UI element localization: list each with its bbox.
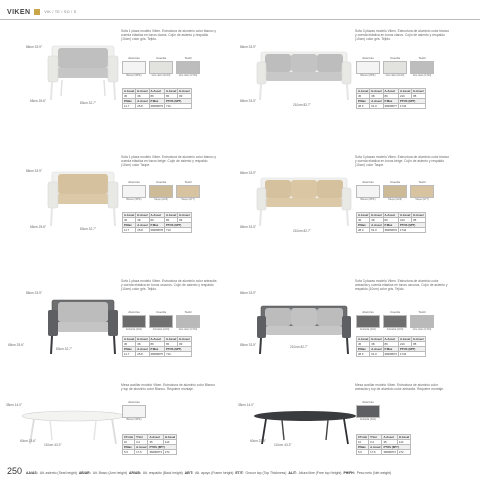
swatch-code: Gris claro (GT13) [178,328,198,331]
spec-cell: PTOS ($PT) [398,99,425,104]
spec-table [356,212,426,233]
swatch-label: Cuerda [390,180,400,184]
spec-cell: P.Max [357,99,370,104]
dimension-depth: 60cm 23.6" [20,439,37,443]
spec-cell: A.Assel [137,99,148,103]
swatch [176,56,200,78]
spec-cell: A.Assel [136,445,147,449]
legend-value: Alt. asiento (Seat height) [39,471,77,475]
spec-cell: H.Assel [413,213,424,217]
dimension-width: 83cm 32.7" [80,227,97,231]
swatch [122,56,146,78]
spec-cell: A.Assel [137,223,148,227]
spec-cell: 65 [164,94,177,99]
spec-cell: H.Assel [413,89,424,93]
spec-cell: A.Assel [382,435,397,440]
color-chip [410,61,434,74]
header-subtitle: VIK / TE / SO / S [44,10,77,14]
spec-cell: CT.mm [124,435,134,439]
spec-cell: 38 [370,94,383,99]
color-chip [356,185,380,198]
spec-cell: PTOS ($PT) [398,347,425,352]
spec-cell: 61.0 [370,104,383,109]
spec-table [122,336,192,357]
item-description: Sofa 3 plazas modelo Viken. Estructura de aluminio color antracita y cuerda elástica en tonos oscuros. Cojín de asiento y respaldo (10cm) color gris. Tejido. [355,279,448,292]
spec-cell: A.Assel [358,213,369,217]
header-divider [0,19,480,20]
swatch [383,56,407,78]
dimension-width: 83cm 32.7" [80,101,97,105]
spec-cell: 35 [148,440,163,445]
spec-cell: A.Assel [124,213,135,217]
spec-cell: 210 [398,94,411,99]
item-description: Mesa auxiliar modelo Viken. Estructura de aluminio color Blanco y top de aluminio color Blanco. Requiere montaje. [121,383,215,392]
table-anthracite-image [252,410,358,446]
spec-cell: 45 [357,342,370,347]
spec-cell: 86 [149,94,164,99]
color-chip [149,61,173,74]
swatch-label: Aluminio [362,56,374,60]
spec-cell: 1744 [398,104,425,109]
dimension-depth: 85cm 33.5" [240,225,257,229]
spec-cell: A.Assel [148,435,163,440]
item-description: Sofa 1 plaza modelo Viken. Estructura de aluminio color blanco y cuerda elástica en tonos beige. Cojín de asiento y respaldo (10cm) color Taupe. [121,155,217,168]
swatch-label: Textil [418,56,426,60]
spec-cell: PTOS ($PT) [398,223,425,228]
sofa-white-grey-image [257,44,351,102]
dimension-width: 110cm 43.3" [44,443,62,447]
spec-cell: 86 [149,218,164,223]
swatch [122,180,146,202]
swatch [356,310,380,332]
swatch-code: Antracita (GC3) [386,328,404,331]
dimension-height: 86cm 33.9" [26,291,43,295]
swatch-label: Aluminio [362,400,374,404]
swatch-label: Aluminio [128,400,140,404]
spec-cell: 1744 [398,352,425,357]
brand-marker-icon [34,9,40,15]
spec-cell: 45 [357,94,370,99]
spec-cell: 28.0 [357,352,370,357]
swatch-group [356,180,434,202]
legend-key: AB/AR: [78,471,91,475]
color-chip [383,61,407,74]
legend-value: Grosor top (Top Thickness) [245,471,287,475]
swatch-group [356,310,434,332]
spec-cell: A.Assel [149,337,164,342]
spec-cell: H.Assel [371,89,382,93]
color-chip [176,315,200,328]
spec-cell: 38 [136,94,149,99]
spec-cell: 1744 [398,228,425,233]
spec-cell: H.Assel [371,337,382,341]
swatch-code: Gris claro (GC10) [151,74,171,77]
item-description: Sofa 1 plaza modelo Viken. Estructura de aluminio color blanco y cuerda elástica en tonos claros. Cojín de asiento y respaldo (10cm) color gris. Tejido. [121,29,217,42]
spec-cell: 83 [178,218,191,223]
dimension-height: 35cm 14.0" [6,403,23,407]
swatch-code: Taupe (GT7) [415,198,429,201]
spec-cell: PTOS ($PT) [164,347,191,352]
swatch-group [356,56,434,78]
spec-cell: A.Assel [124,89,135,93]
swatch-group [122,310,200,332]
spec-cell: 38280873 [149,450,162,454]
dimension-width: 210cm 82.7" [290,345,308,349]
dimension-height: 86cm 33.9" [240,291,257,295]
spec-cell: 61.0 [370,352,383,357]
spec-cell: A.Assel [371,347,382,351]
spec-cell: A.Assel [399,213,411,217]
spec-cell: 25.8 [136,104,149,109]
spec-cell: 38 [136,342,149,347]
legend-value: Alt. respaldo (Back height) [142,471,183,475]
color-chip [122,61,146,74]
spec-cell: 710 [164,104,191,109]
spec-cell: 10 [123,440,135,445]
dimension-height: 86cm 33.9" [240,45,257,49]
spec-cell: 710 [164,352,191,357]
dimension-height: 86cm 33.9" [26,45,43,49]
swatch-label: Aluminio [362,310,374,314]
spec-cell: P.Max [123,347,136,352]
swatch [383,310,407,332]
spec-cell: P.Max [357,223,370,228]
swatch-group [122,400,146,422]
spec-cell: 272 [163,450,176,455]
spec-cell: 28.0 [357,228,370,233]
swatch-label: Aluminio [362,180,374,184]
armchair-white-grey-image [48,36,118,102]
spec-cell: 5.0 [357,450,369,455]
swatch [122,400,146,422]
swatch [410,56,434,78]
swatch-group [122,180,200,202]
page-header [7,6,76,18]
color-chip [176,61,200,74]
spec-cell: A.Assel [165,213,177,217]
spec-cell: P.Max [383,99,398,104]
color-chip [383,185,407,198]
swatch [410,310,434,332]
legend-value: Altura libre (Free top Height) [298,471,342,475]
swatch-code: Taupe (GT7) [181,198,195,201]
spec-cell: P.Max [123,99,136,104]
spec-cell: A.Assel [358,89,369,93]
spec-cell: T.Vol [135,435,148,440]
spec-cell: 17.6 [369,450,382,455]
spec-cell: 38280875 [150,352,163,356]
legend-value: Alt. apoyo (Frame height) [195,471,234,475]
spec-cell: PTOS ($PT) [148,445,177,450]
swatch [410,180,434,202]
spec-table [122,212,192,233]
spec-cell: 38 [370,218,383,223]
spec-cell: P.Max [149,223,164,228]
swatch-label: Cuerda [390,56,400,60]
item-description: Sofa 1 plaza modelo Viken. Estructura de aluminio color antracita y cuerda elástica en tonos oscuros. Cojín de asiento y respaldo (10cm) color gris. Tejido. [121,279,217,292]
spec-cell: H.Assel [398,435,410,439]
item-description: Sofa 3 plazas modelo Viken. Estructura de aluminio color blanco y cuerda elástica en tonos claros. Cojín de asiento y respaldo (10cm) color gris. Tejido. [355,29,450,42]
swatch [149,310,173,332]
spec-cell: 38280878 [150,228,163,232]
color-chip [149,185,173,198]
dimension-depth: 65cm 25.6" [8,343,25,347]
swatch-label: Textil [184,180,192,184]
spec-cell: P.Max [357,347,370,352]
swatch-label: Cuerda [156,180,166,184]
spec-cell: 83 [178,94,191,99]
swatch-label: Textil [418,310,426,314]
spec-cell: H.Assel [179,213,190,217]
spec-cell: P.Max [357,445,369,450]
spec-cell: 38 [370,342,383,347]
spec-cell: 11.7 [123,228,136,233]
spec-cell: 210 [398,218,411,223]
legend-key: AE/T: [184,471,194,475]
swatch [356,180,380,202]
spec-cell: 210 [398,342,411,347]
spec-table [122,88,192,109]
spec-cell: PTOS ($PT) [382,445,411,450]
spec-cell: 17.6 [135,450,148,455]
swatch-group [356,400,380,422]
color-chip [410,185,434,198]
spec-cell: 85 [412,342,425,347]
legend-key: ET/T: [235,471,244,475]
swatch [149,56,173,78]
spec-cell: 86 [383,218,398,223]
color-chip [122,315,146,328]
spec-cell: A.Assel [383,89,398,94]
spec-cell: A.Assel [371,99,382,103]
item-description: Sofa 3 plazas modelo Viken. Estructura de aluminio color blanco y cuerda elástica en tonos beige. Cojín de asiento y respaldo (10cm) color Taupe. [355,155,450,168]
spec-cell: 11.7 [123,352,136,357]
color-chip [410,315,434,328]
page-number: 250 [7,466,23,476]
spec-cell: 38280876 [384,228,397,232]
spec-cell: A.Assel [165,337,177,341]
spec-cell: 45 [123,94,136,99]
spec-cell: A.Assel [383,337,398,342]
spec-cell: 65 [164,342,177,347]
item-description: Mesa auxiliar modelo Viken. Estructura de aluminio color antracita y top de aluminio color antracita. Requiere montaje. [355,383,444,392]
swatch-code: Antracita (GC3) [152,328,170,331]
spec-cell: 65 [164,218,177,223]
spec-cell: 35 [382,440,397,445]
legend-key: AL/T: [288,471,297,475]
spec-cell: P.Max [149,99,164,104]
legend-key: PH/FH: [343,471,355,475]
spec-cell: 710 [164,228,191,233]
swatch-code: Antracita (AC1) [359,328,377,331]
spec-table [122,434,177,455]
dimension-depth: 65cm 25.6" [30,99,47,103]
swatch [122,310,146,332]
spec-cell: PTOS ($PT) [164,223,191,228]
swatch-group [122,56,200,78]
spec-cell: 11.7 [123,104,136,109]
spec-cell: H.Assel [179,337,190,341]
dimension-depth: 85cm 33.5" [240,99,257,103]
spec-cell: A.Assel [149,213,164,218]
dimension-width: 83cm 32.7" [56,347,73,351]
spec-cell: 10 [357,440,369,445]
spec-cell: P.Max [123,223,136,228]
dimension-height: 86cm 33.9" [240,171,257,175]
dimension-depth: 65cm 25.6" [30,225,47,229]
swatch-code: Taupe (GC6) [388,198,402,201]
dimension-width: 210cm 82.7" [293,229,311,233]
spec-cell: PTOS ($PT) [164,99,191,104]
spec-cell: H.Assel [137,337,148,341]
spec-cell: H.Assel [179,89,190,93]
swatch-code: Blanco (WH1) [360,74,376,77]
swatch-code: Antracita (AC1) [125,328,143,331]
swatch-label: Cuerda [156,56,166,60]
swatch-code: Taupe (GC6) [154,198,168,201]
dimension-depth: 60cm 23.6" [250,439,267,443]
swatch [383,180,407,202]
spec-cell: 45 [357,218,370,223]
legend-key: AA/AS: [26,471,38,475]
spec-cell: 83 [178,342,191,347]
color-chip [356,315,380,328]
swatch-code: Blanco (WH1) [360,198,376,201]
legend-key: AR/AB: [129,471,141,475]
spec-cell: 0.2 [369,440,382,445]
spec-cell: T.Vol [369,435,382,440]
spec-cell: A.Assel [371,223,382,227]
spec-cell: 25.8 [136,352,149,357]
armchair-white-taupe-image [48,162,118,228]
color-chip [176,185,200,198]
spec-cell: 45 [123,218,136,223]
swatch-label: Textil [184,310,192,314]
spec-cell: 45 [123,342,136,347]
legend-value: Peso neto (Net weight) [356,471,392,475]
spec-cell: 0.2 [135,440,148,445]
swatch-code: Antracita (AC1) [359,418,377,421]
page-footer [7,466,391,476]
swatch [176,180,200,202]
color-chip [356,61,380,74]
swatch [356,400,380,422]
spec-cell: 38 [136,218,149,223]
spec-cell: 85 [412,218,425,223]
color-chip [149,315,173,328]
spec-cell: 110 [397,440,410,445]
spec-cell: A.Assel [124,337,135,341]
spec-cell: A.Assel [137,347,148,351]
swatch-label: Cuerda [390,310,400,314]
swatch [149,180,173,202]
spec-table [356,88,426,109]
swatch-code: Gris claro (GT13) [412,74,432,77]
swatch-code: Blanco (WH1) [126,74,142,77]
spec-cell: 86 [383,94,398,99]
spec-cell: 86 [383,342,398,347]
spec-cell: P.Max [383,223,398,228]
color-chip [122,185,146,198]
spec-cell: P.Max [383,347,398,352]
spec-cell: H.Assel [371,213,382,217]
swatch-label: Cuerda [156,310,166,314]
dimension-depth: 85cm 33.5" [240,343,257,347]
spec-cell: 61.0 [370,228,383,233]
spec-cell: P.Max [123,445,135,450]
swatch-label: Aluminio [128,180,140,184]
color-chip [356,405,380,418]
swatch-code: Gris claro (GC10) [385,74,405,77]
spec-cell: 28.0 [357,104,370,109]
spec-cell: 38280874 [384,352,397,356]
spec-cell: 38280872 [383,450,396,454]
spec-cell: A.Assel [165,89,177,93]
sofa-white-taupe-image [257,170,351,228]
spec-cell: P.Max [149,347,164,352]
color-chip [383,315,407,328]
swatch-code: Blanco (WH1) [126,418,142,421]
swatch-label: Textil [184,56,192,60]
spec-cell: 5.0 [123,450,135,455]
swatch-label: Aluminio [128,56,140,60]
spec-cell: 110 [163,440,176,445]
dimension-width: 110cm 43.3" [274,443,292,447]
spec-cell: A.Assel [370,445,381,449]
spec-cell: 38280877 [384,104,397,108]
brand-title: VIKEN [7,8,31,16]
spec-cell: H.Assel [137,89,148,93]
spec-cell: H.Assel [137,213,148,217]
color-chip [122,405,146,418]
swatch-label: Textil [418,180,426,184]
dimension-height: 86cm 33.9" [26,169,43,173]
swatch-code: Gris claro (GT13) [178,74,198,77]
spec-cell: 85 [412,94,425,99]
spec-cell: 38280879 [150,104,163,108]
spec-cell: A.Assel [399,337,411,341]
swatch [356,56,380,78]
spec-table [356,434,411,455]
swatch-code: Gris claro (GT13) [412,328,432,331]
spec-cell: A.Assel [358,337,369,341]
spec-table [356,336,426,357]
swatch [176,310,200,332]
spec-cell: A.Assel [383,213,398,218]
spec-cell: A.Assel [399,89,411,93]
swatch-label: Aluminio [128,310,140,314]
legend-value: Alt. Brazo (Arm height) [92,471,128,475]
swatch-code: Blanco (WH1) [126,198,142,201]
spec-cell: CT.mm [358,435,368,439]
dimension-height: 35cm 14.0" [238,403,255,407]
spec-cell: H.Assel [164,435,176,439]
spec-cell: A.Assel [149,89,164,94]
spec-cell: 272 [397,450,410,455]
spec-cell: H.Assel [413,337,424,341]
spec-cell: 25.8 [136,228,149,233]
dimension-width: 210cm 82.7" [293,103,311,107]
spec-cell: 86 [149,342,164,347]
